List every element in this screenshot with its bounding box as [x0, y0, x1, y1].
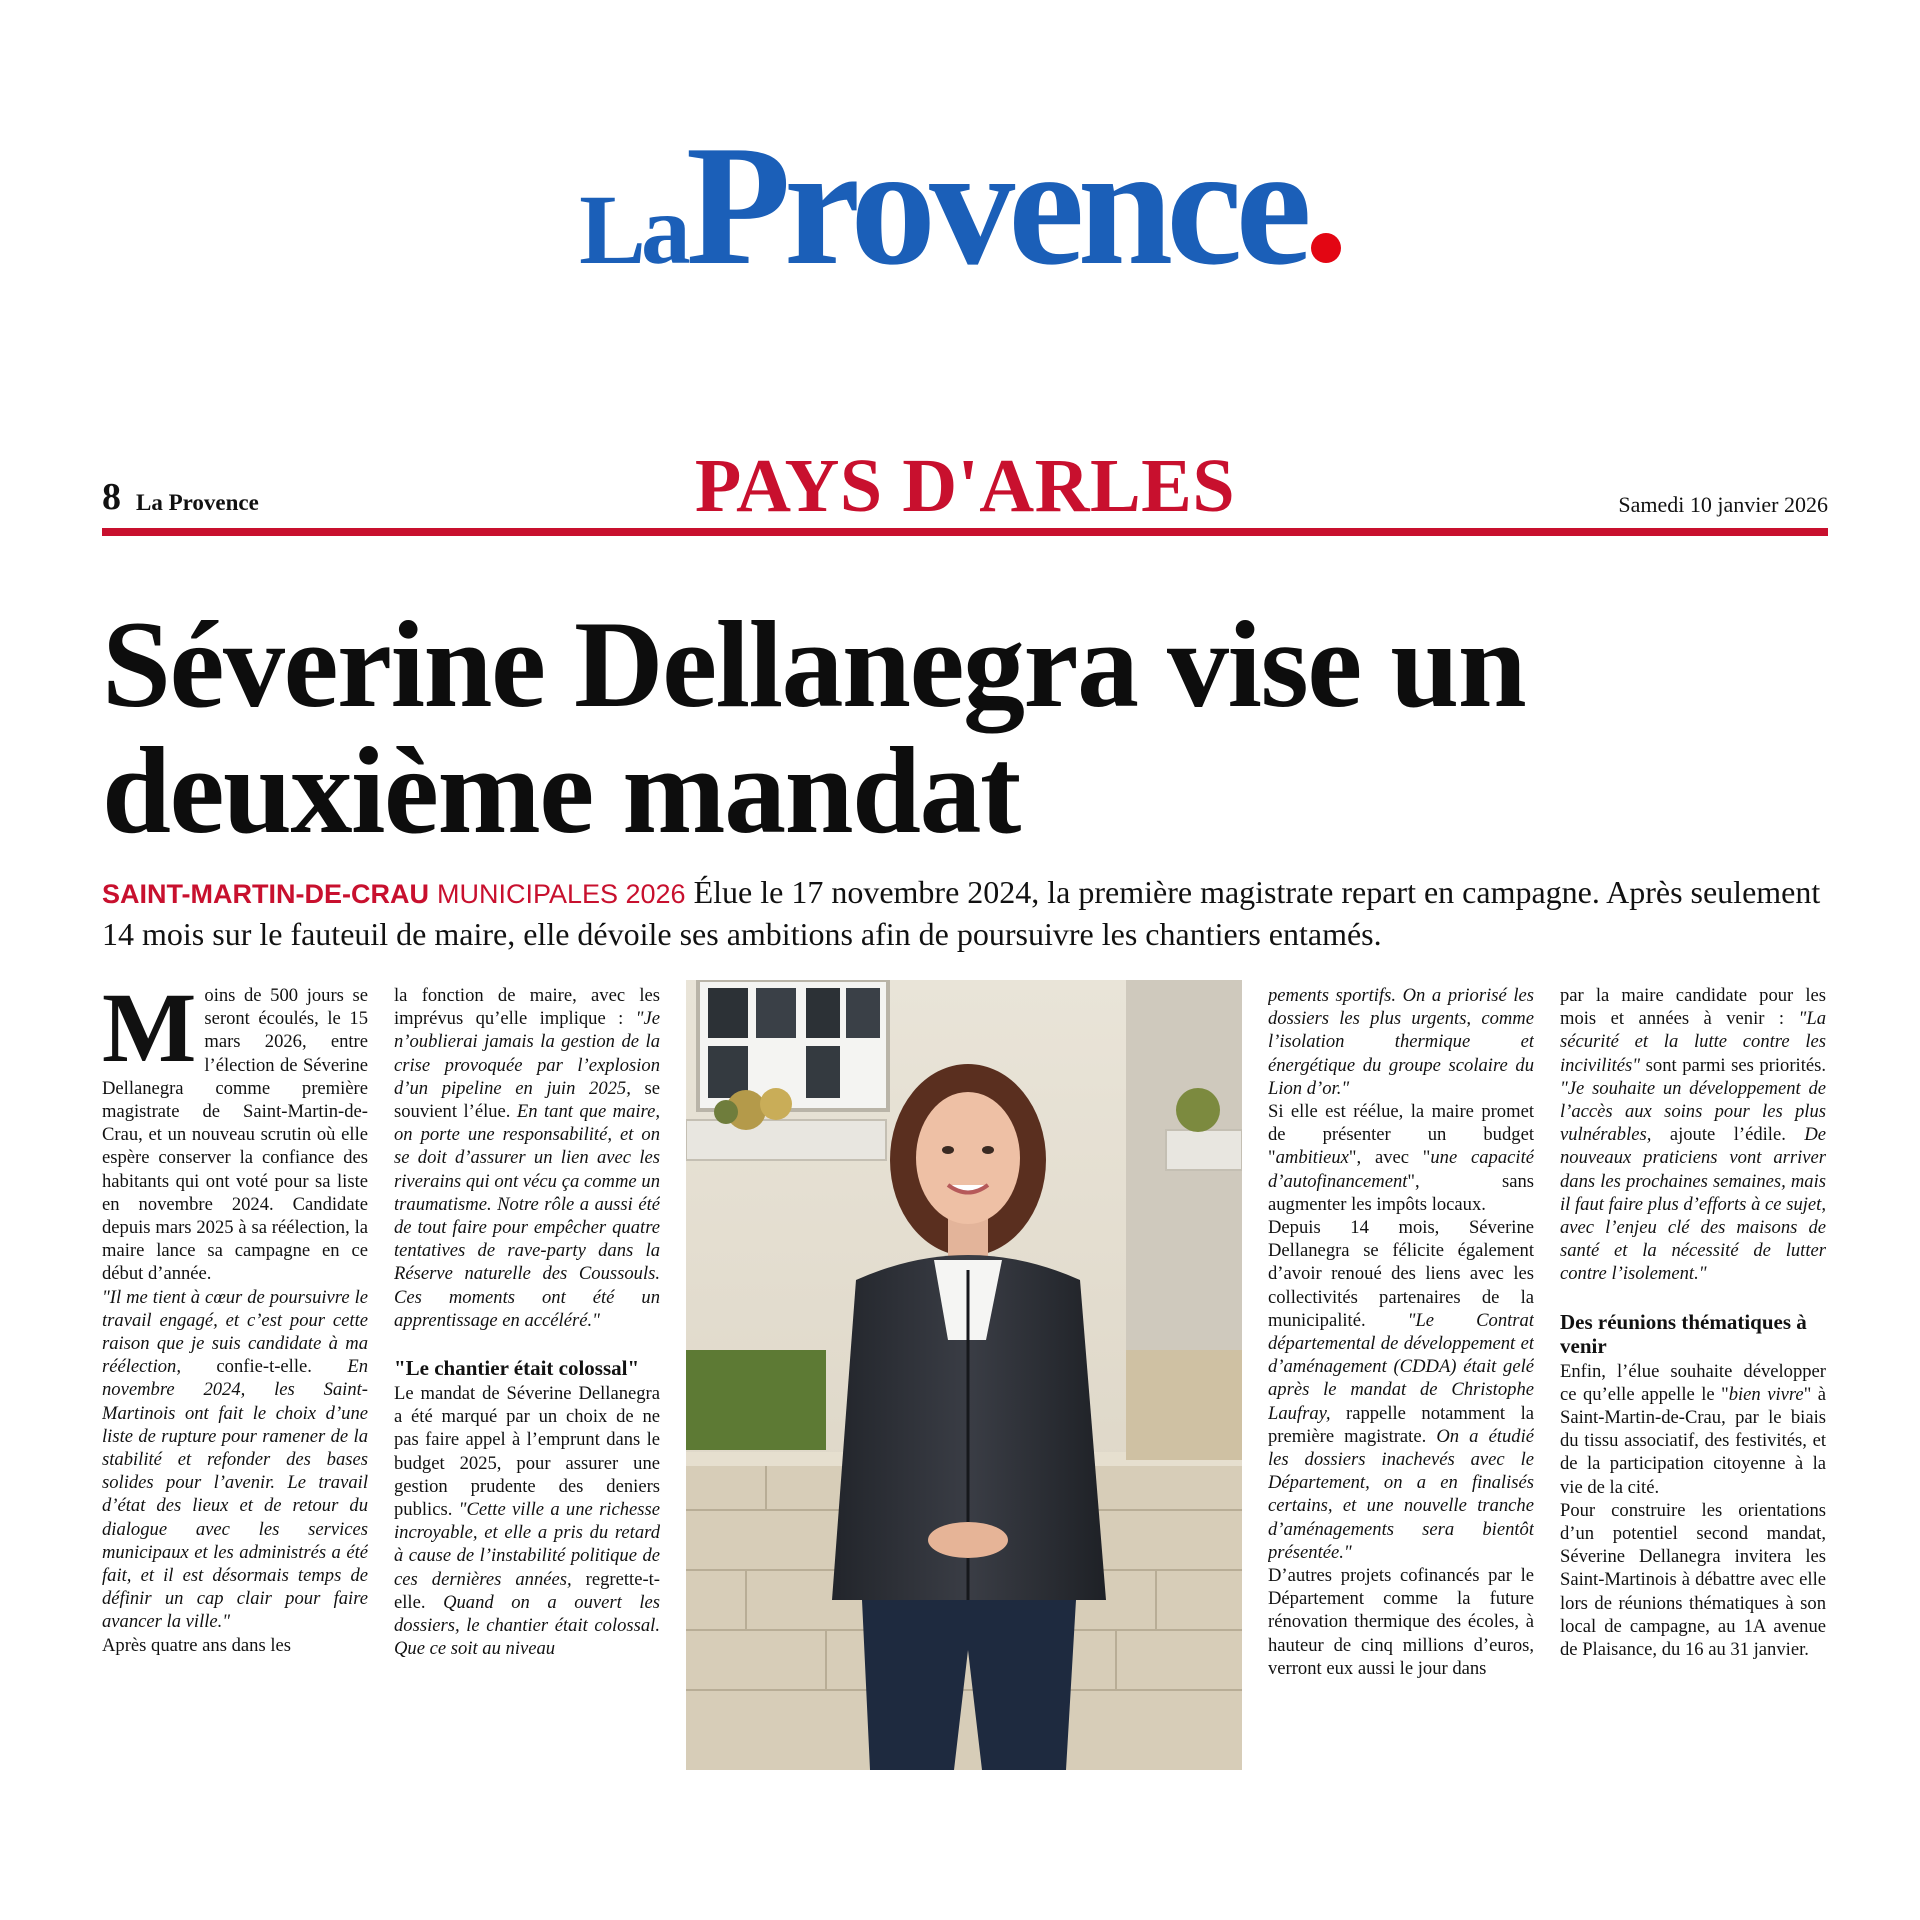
paragraph-text: rappelle notamment la première magistrate.	[1268, 1402, 1534, 1447]
quote: ambitieux	[1275, 1147, 1349, 1169]
paragraph: Pour construire les orientations d’un potentiel second mandat, Séverine Dellanegra invitera les Saint-Martinois à débattre avec elle lors de réunions thématiques à son local de campagne, au 1A avenue de Plaisance, du 16 au 31 janvier.	[1560, 1499, 1826, 1661]
paragraph-text: " à Saint-Martin-de-Crau, par le biais du tissu associatif, des festivités, et de la participation citoyenne à la vie de la cité.	[1560, 1383, 1826, 1498]
paragraph: Après quatre ans dans les	[102, 1634, 291, 1656]
paragraph	[1268, 1100, 1534, 1216]
page-brand: La Provence	[136, 490, 259, 515]
logo-prefix: La	[579, 174, 686, 285]
paragraph-text: sont parmi ses priorités.	[1640, 1054, 1826, 1076]
paragraph-text: Depuis 14 mois, Séverine Dellanegra se félicite également d’avoir renoué des liens avec les collectivités partenaires de la municipalité.	[1268, 1217, 1534, 1331]
la-provence-logo[interactable]	[579, 111, 1341, 301]
quote: une capacité d’autofinancement	[1268, 1147, 1534, 1192]
paragraph	[1268, 984, 1534, 1100]
quote: "Cette ville a une richesse incroyable, et elle a pris du retard à cause de l’instabilité politique de ces dernières années,	[394, 1499, 660, 1590]
quote: bien vivre	[1728, 1383, 1804, 1405]
quote: De nouveaux praticiens vont arriver dans les prochaines semaines, mais il faut faire plus d’efforts à ce sujet, avec l’enjeu clé des maisons de santé et la nécessité de lutter contre l’isolement."	[1560, 1124, 1826, 1285]
kicker-topic: MUNICIPALES 2026	[436, 879, 686, 909]
section-title: PAYS D'ARLES	[694, 444, 1236, 528]
article-column-2	[394, 984, 660, 1772]
paragraph	[394, 1382, 660, 1660]
paragraph-text: la fonction de maire, avec les imprévus qu’elle implique :	[394, 985, 660, 1030]
article-column-3	[1268, 984, 1534, 1772]
masthead	[0, 111, 1920, 301]
page-number: 8	[102, 476, 121, 518]
quote: "Je souhaite un développement de l’accès aux soins pour les plus vulnérables,	[1560, 1077, 1826, 1146]
paragraph-text: oins de 500 jours se seront écoulés, le 15 mars 2026, entre l’élection de Séverine Dellanegra comme première magistrate de Saint-Martin-de-Crau, et un nouveau scrutin où elle espère conserver la confiance des habitants qui ont voté pour sa liste en novembre 2024. Candidate depuis mars 2025 à sa réélection, la maire lance sa campagne en ce début d’année.	[102, 985, 368, 1285]
quote: Quand on a ouvert les dossiers, le chantier était colossal. Que ce soit au niveau	[394, 1591, 660, 1660]
paragraph-text: confie-t-elle.	[181, 1356, 348, 1378]
quote: En tant que maire, on porte une responsabilité, et on se doit d’assurer un lien avec les riverains qui ont vécu ça comme un traumatisme. Notre rôle a aussi été de tout faire pour empêcher quatre tentatives de rave-party dans la Réserve naturelle des Coussouls. Ces moments ont été un apprentissage en accéléré."	[394, 1101, 660, 1331]
quote: "Je n’oublierai jamais la gestion de la crise provoquée par l’explosion d’un pipeline en juin 2025,	[394, 1008, 660, 1099]
subheading: "Le chantier était colossal"	[394, 1356, 640, 1381]
quote: "La sécurité et la lutte contre les incivilités"	[1560, 1008, 1826, 1076]
paragraph	[102, 1286, 368, 1634]
page-header	[102, 440, 1828, 538]
paragraph-text: regrette-t-elle.	[394, 1568, 660, 1613]
subheading: Des réunions thématiques à venir	[1560, 1309, 1807, 1358]
paragraph-text: Si elle est réélue, la maire promet de présenter un budget "	[1268, 1101, 1534, 1169]
quote: pements sportifs. On a priorisé les dossiers les plus urgents, comme l’isolation thermique et énergétique du groupe scolaire du Lion d’or."	[1268, 985, 1534, 1099]
paragraph-text: par la maire candidate pour les mois et années à venir :	[1560, 985, 1826, 1030]
quote: "Il me tient à cœur de poursuivre le travail engagé, et c’est pour cette raison que je suis candidate à ma réélection,	[102, 1286, 368, 1378]
standfirst-text: Élue le 17 novembre 2024, la première magistrate repart en campagne. Après seulement 14 mois sur le fauteuil de maire, elle dévoile ses ambitions afin de poursuivre les chantiers entamés.	[102, 874, 1821, 952]
section-divider	[102, 528, 1828, 536]
paragraph	[394, 984, 660, 1332]
photo-illustration	[686, 980, 1242, 1770]
kicker-location: SAINT-MARTIN-DE-CRAU	[102, 879, 429, 909]
logo-red-dot	[1311, 233, 1341, 263]
article-column-4	[1560, 984, 1826, 1772]
article-standfirst	[102, 872, 1828, 954]
quote: "Le Contrat départemental de développement et d’aménagement (CDDA) était gelé après le mandat de Christophe Laufray,	[1268, 1309, 1534, 1424]
paragraph	[1268, 1216, 1534, 1564]
paragraph-text: Enfin, l’élue souhaite développer ce qu’elle appelle le "	[1560, 1360, 1826, 1405]
paragraph	[102, 984, 368, 1286]
logo-main: Provence	[685, 111, 1305, 301]
drop-cap: M	[102, 984, 197, 1083]
candidate-photo[interactable]	[686, 980, 1242, 1770]
paragraph: D’autres projets cofinancés par le Département comme la future rénovation thermique des écoles, à hauteur de cinq millions d’euros, verront eux aussi le jour dans	[1268, 1565, 1534, 1679]
paragraph	[1560, 1360, 1826, 1499]
quote: En novembre 2024, les Saint-Martinois ont fait le choix d’une liste de rupture pour ramener de la stabilité et refonder des bases solides pour l’avenir. Le travail d’état des lieux et de retour du dialogue avec les services municipaux et les administrés a été fait, et il est désormais temps de définir un cap clair pour faire avancer la ville."	[102, 1356, 368, 1633]
article-headline: Séverine Dellanegra vise un deuxième mandat	[102, 596, 1526, 859]
page-date: Samedi 10 janvier 2026	[1618, 492, 1828, 517]
paragraph-text: ", sans augmenter les impôts locaux.	[1268, 1170, 1534, 1215]
paragraph-text: Le mandat de Séverine Dellanegra a été marqué par un choix de ne pas faire appel à l’emprunt dans le budget 2025, pour assurer une gestion prudente des deniers publics.	[394, 1383, 660, 1521]
paragraph-text: ", avec "	[1348, 1147, 1431, 1169]
article-column-1	[102, 984, 368, 1772]
paragraph	[1560, 984, 1826, 1286]
paragraph-text: se souvient l’élue.	[394, 1077, 660, 1123]
paragraph-text: ajoute l’édile.	[1651, 1124, 1805, 1146]
quote: On a étudié les dossiers inachevés avec le Département, on a en finalisés certains, et une nouvelle tranche d’aménagements sera bientôt présentée."	[1268, 1425, 1534, 1563]
